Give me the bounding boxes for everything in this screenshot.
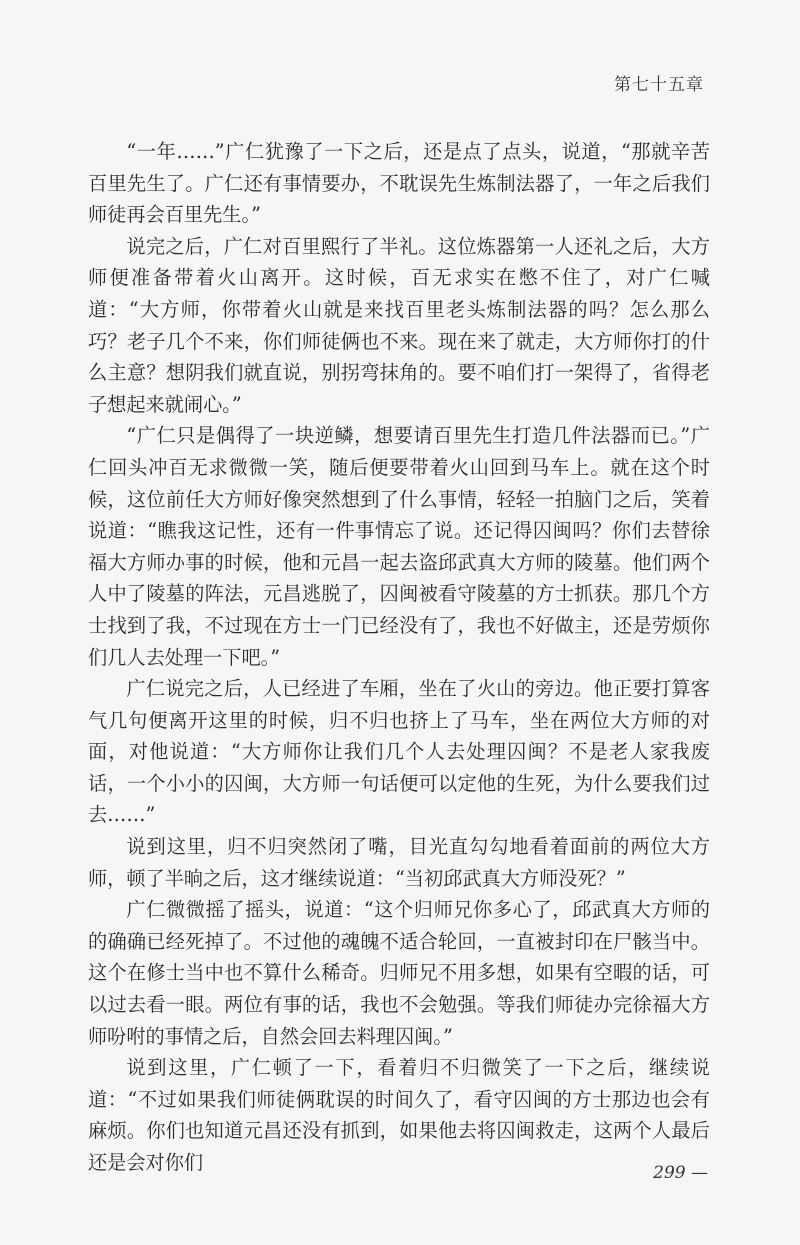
paragraph: 说到这里，广仁顿了一下，看着归不归微笑了一下之后，继续说道：“不过如果我们师徒俩耽误的时间久了，看守囚闽的方士那边也会有麻烦。你们也知道元昌还没有抓到，如果他去将囚闽救走，这两个人最后还是会对你们: [88, 1056, 710, 1174]
paragraph: 广仁说完之后，人已经进了车厢，坐在了火山的旁边。他正要打算客气几句便离开这里的时候，归不归也挤上了马车，坐在两位大方师的对面，对他说道：“大方师你让我们几个人去处理囚闽？不是老人家我废话，一个小小的囚闽，大方师一句话便可以定他的生死，为什么要我们过去……”: [88, 677, 710, 827]
paragraph: “一年……”广仁犹豫了一下之后，还是点了点头，说道，“那就辛苦百里先生了。广仁还有事情要办，不耽误先生炼制法器了，一年之后我们师徒再会百里先生。”: [88, 140, 710, 227]
paragraph: 广仁微微摇了摇头，说道：“这个归师兄你多心了，邱武真大方师的的确确已经死掉了。不过他的魂魄不适合轮回，一直被封印在尸骸当中。这个在修士当中也不算什么稀奇。归师兄不用多想，如果有空暇的话，可以过去看一眼。两位有事的话，我也不会勉强。等我们师徒办完徐福大方师吩咐的事情之后，自然会回去料理囚闽。”: [88, 898, 710, 1048]
chapter-header: 第七十五章: [614, 75, 704, 95]
paragraph: “广仁只是偶得了一块逆鳞，想要请百里先生打造几件法器而已。”广仁回头冲百无求微微一笑，随后便要带着火山回到马车上。就在这个时候，这位前任大方师好像突然想到了什么事情，轻轻一拍脑门之后，笑着说道：“瞧我这记性，还有一件事情忘了说。还记得囚闽吗？你们去替徐福大方师办事的时候，他和元昌一起去盗邱武真大方师的陵墓。他们两个人中了陵墓的阵法，元昌逃脱了，囚闽被看守陵墓的方士抓获。那几个方士找到了我，不过现在方士一门已经没有了，我也不好做主，还是劳烦你们几人去处理一下吧。”: [88, 424, 710, 669]
paragraph: 说完之后，广仁对百里熙行了半礼。这位炼器第一人还礼之后，大方师便准备带着火山离开。这时候，百无求实在憋不住了，对广仁喊道：“大方师，你带着火山就是来找百里老头炼制法器的吗？怎么那么巧？老子几个不来，你们师徒俩也不来。现在来了就走，大方师你打的什么主意？想阴我们就直说，别拐弯抹角的。要不咱们打一架得了，省得老子想起来就闹心。”: [88, 234, 710, 416]
page-number: 299 —: [653, 1163, 708, 1183]
paragraph: 说到这里，归不归突然闭了嘴，目光直勾勾地看着面前的两位大方师，顿了半晌之后，这才继续说道：“当初邱武真大方师没死？”: [88, 835, 710, 890]
body-text: [88, 136, 710, 1179]
